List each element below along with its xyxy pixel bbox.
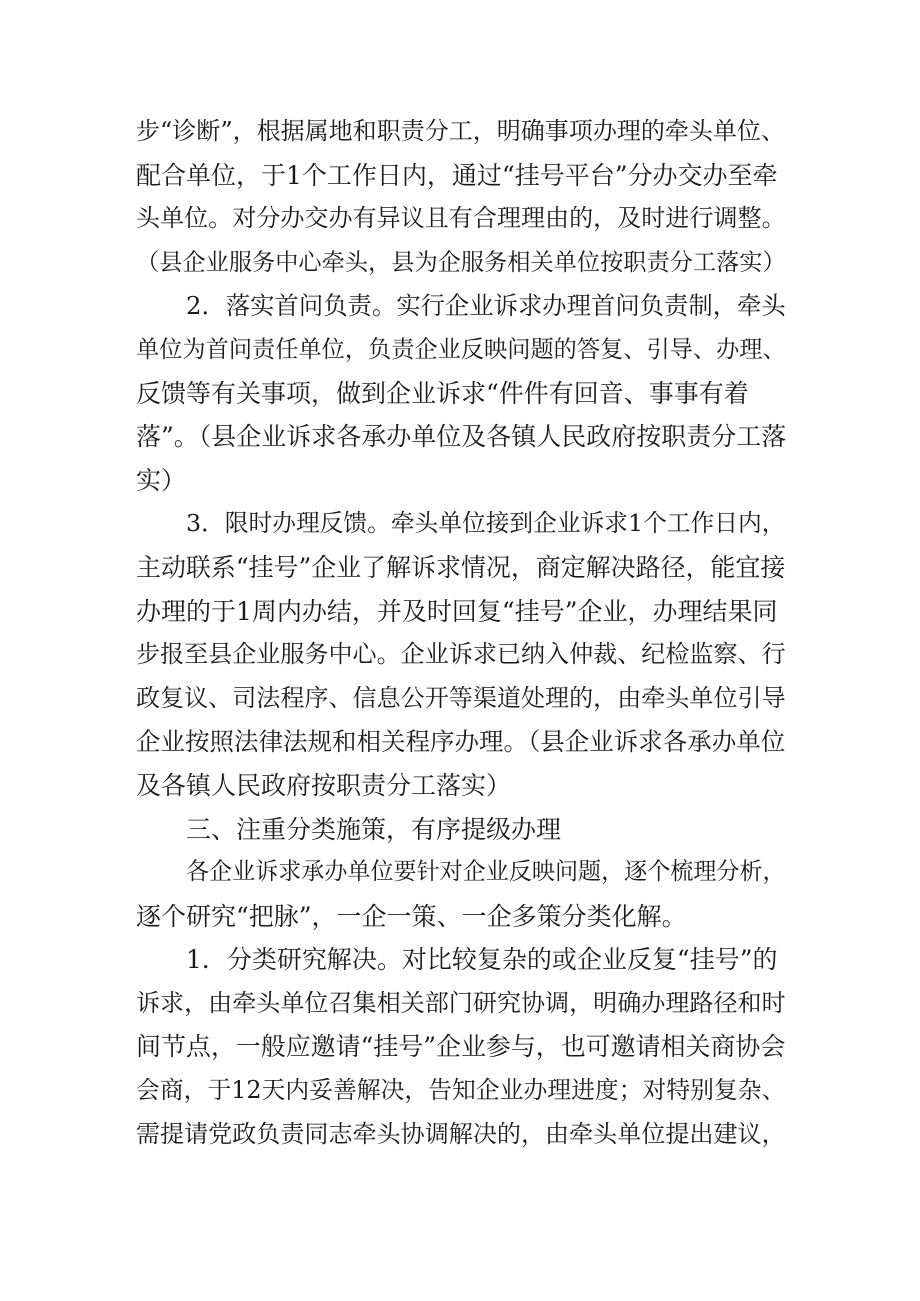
text-line: 需提请党政负责同志牵头协调解决的，由牵头单位提出建议， bbox=[136, 1119, 786, 1148]
text-line: （县企业服务中心牵头，县为企服务相关单位按职责分工落实） bbox=[136, 248, 786, 276]
text-line: 步报至县企业服务中心。企业诉求已纳入仲裁、纪检监察、行 bbox=[136, 640, 786, 669]
text-line: 单位为首问责任单位，负责企业反映问题的答复、引导、办理、 bbox=[136, 335, 786, 363]
text-line: 政复议、司法程序、信息公开等渠道处理的，由牵头单位引导 bbox=[136, 683, 786, 712]
text-line: 步“诊断”，根据属地和职责分工，明确事项办理的牵头单位、 bbox=[136, 117, 785, 145]
document-body bbox=[136, 110, 786, 1156]
text-line: 3．限时办理反馈。牵头单位接到企业诉求1个工作日内， bbox=[186, 509, 786, 538]
text-line: 反馈等有关事项，做到企业诉求“件件有回音、事事有着 bbox=[136, 378, 749, 408]
text-line: 落”。（县企业诉求各承办单位及各镇人民政府按职责分工落 bbox=[136, 422, 787, 452]
text-line: 配合单位，于1个工作日内，通过“挂号平台”分办交办至牵 bbox=[136, 160, 778, 190]
text-line: 三、注重分类施策，有序提级办理 bbox=[186, 814, 562, 844]
text-line: 及各镇人民政府按职责分工落实） bbox=[136, 770, 512, 800]
text-line: 企业按照法律法规和相关程序办理。（县企业诉求各承办单位 bbox=[136, 727, 786, 757]
text-line: 间节点，一般应邀请“挂号”企业参与，也可邀请相关商协会 bbox=[136, 1032, 786, 1062]
text-line: 各企业诉求承办单位要针对企业反映问题，逐个梳理分析， bbox=[186, 859, 786, 886]
text-line: 头单位。对分办交办有异议且有合理理由的，及时进行调整。 bbox=[136, 204, 786, 233]
text-line: 1．分类研究解决。对比较复杂的或企业反复“挂号”的 bbox=[186, 945, 778, 975]
text-line: 2．落实首问负责。实行企业诉求办理首问负责制，牵头 bbox=[186, 291, 786, 321]
text-line: 逐个研究“把脉”，一企一策、一企多策分类化解。 bbox=[136, 901, 687, 931]
text-line: 办理的于1周内办结，并及时回复“挂号”企业，办理结果同 bbox=[136, 596, 778, 626]
text-line: 会商，于12天内妥善解决，告知企业办理进度；对特别复杂、 bbox=[136, 1076, 786, 1105]
text-line: 实） bbox=[136, 465, 187, 495]
text-line: 主动联系“挂号”企业了解诉求情况，商定解决路径，能宜接 bbox=[136, 552, 786, 582]
text-line: 诉求，由牵头单位召集相关部门研究协调，明确办理路径和时 bbox=[136, 988, 786, 1017]
